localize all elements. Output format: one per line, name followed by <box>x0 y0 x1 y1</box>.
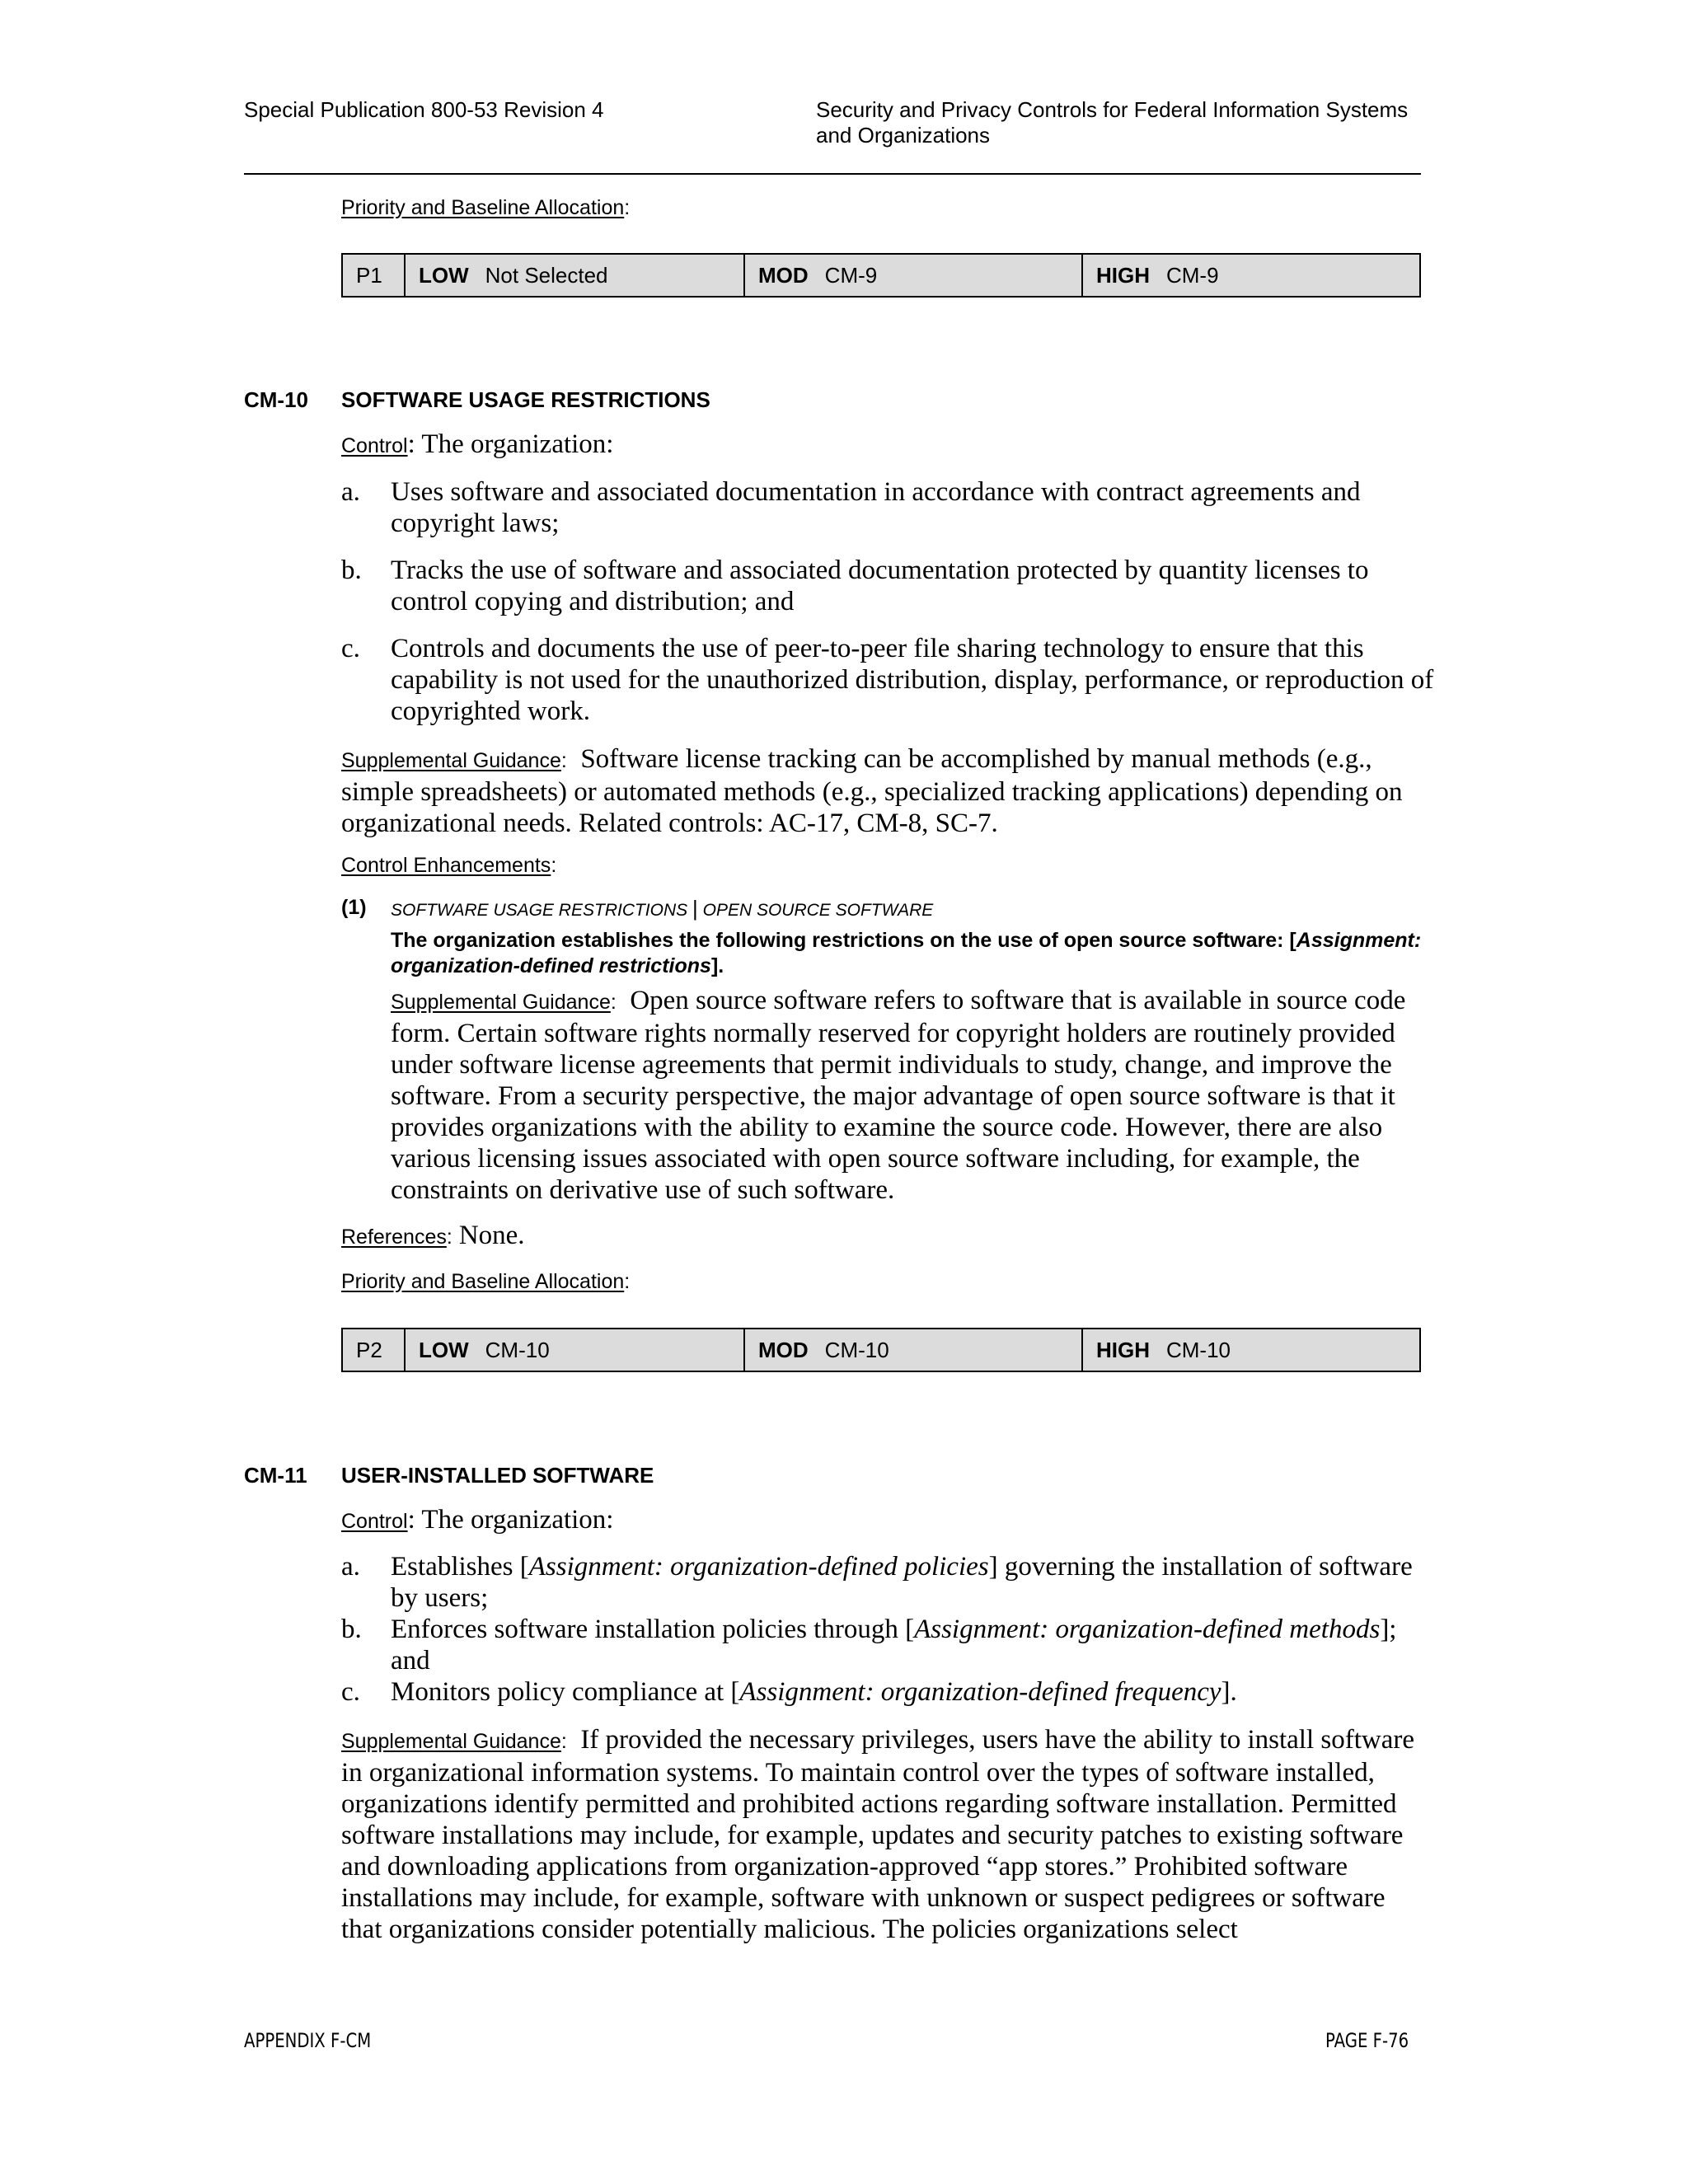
high-cell: HIGH CM-10 <box>1096 1337 1231 1362</box>
header-title-line2: and Organizations <box>816 123 991 148</box>
header-publication: Special Publication 800-53 Revision 4 <box>244 97 604 122</box>
control-enhancements-heading: Control Enhancements: <box>341 854 557 877</box>
low-cell: LOW CM-10 <box>406 1329 745 1371</box>
priority-baseline-label: Priority and Baseline Allocation <box>341 196 625 219</box>
control-item: c. Monitors policy compliance at [Assignment: organization-defined frequency]. <box>341 1677 1237 1707</box>
supplemental-guidance: Supplemental Guidance: Software license tracking can be accomplished by manual methods (e.g., simple spreadsheets) or automated methods (e.g., specialized tracking applications) depending on organizational needs. Related controls: AC-17, CM-8, SC-7. <box>341 744 1403 838</box>
header-title <box>816 97 1442 148</box>
header-divider <box>244 173 1421 175</box>
enhancement-title: SOFTWARE USAGE RESTRICTIONS | OPEN SOURCE SOFTWARE <box>391 896 934 921</box>
control-id: CM-11 <box>244 1463 307 1488</box>
mod-cell: MOD CM-10 <box>745 1329 1083 1371</box>
references: References: None. <box>341 1221 525 1250</box>
control-title: SOFTWARE USAGE RESTRICTIONS <box>341 387 710 412</box>
enhancement-number: (1) <box>341 896 367 919</box>
priority-baseline-heading: Priority and Baseline Allocation: <box>341 196 631 219</box>
enhancement-guidance: Supplemental Guidance: Open source software refers to software that is available in source code form. Certain software rights normally reserved for copyright holders are routinely provided under software license agreements that permit individuals to study, change, and improve the software. From a security perspective, the major advantage of open source software is that it provides organizations with the ability to examine the source code. However, there are also various licensing issues associated with open source software including, for example, the constraints on derivative use of such software. <box>391 986 1406 1205</box>
priority-cell: P2 <box>343 1329 406 1371</box>
mod-cell: MOD CM-9 <box>745 255 1083 296</box>
control-statement-intro: Control: The organization: <box>341 1505 614 1535</box>
control-title: USER-INSTALLED SOFTWARE <box>341 1463 654 1488</box>
control-item: b. Tracks the use of software and associated documentation protected by quantity licenses to control copying and distribution; and <box>341 555 1369 616</box>
enhancement-statement: The organization establishes the following restrictions on the use of open source software: [Assignment: organization-defined restrictions]. <box>391 929 1422 977</box>
footer-appendix: APPENDIX F-CM <box>244 2029 372 2052</box>
control-item: b. Enforces software installation policies through [Assignment: organization-defined methods]; and <box>341 1615 1397 1675</box>
control-item: a. Uses software and associated documentation in accordance with contract agreements and copyright laws; <box>341 477 1361 538</box>
control-statement-intro: Control: The organization: <box>341 429 614 459</box>
footer-page-number: PAGE F-76 <box>1325 2029 1409 2052</box>
priority-baseline-heading: Priority and Baseline Allocation: <box>341 1270 631 1293</box>
supplemental-guidance: Supplemental Guidance: If provided the necessary privileges, users have the ability to install software in organizational information systems. To maintain control over the types of software installed, organizations identify permitted and prohibited actions regarding software installation. Permitted software installations may include, for example, updates and security patches to existing software and downloading applications from organization-approved “app stores.” Prohibited software installations may include, for example, software with unknown or suspect pedigrees or software that organizations consider potentially malicious. The policies organizations select <box>341 1725 1415 1944</box>
priority-cell: P1 <box>343 255 406 296</box>
header-title-line1: Security and Privacy Controls for Federal Information Systems <box>816 97 1409 122</box>
low-cell: LOW Not Selected <box>406 255 745 296</box>
control-item: a. Establishes [Assignment: organization-defined policies] governing the installation of software by users; <box>341 1552 1413 1613</box>
baseline-table <box>341 1328 1421 1372</box>
baseline-table <box>341 253 1421 298</box>
control-id: CM-10 <box>244 387 309 412</box>
high-cell: HIGH CM-9 <box>1096 262 1219 288</box>
control-item: c. Controls and documents the use of peer-to-peer file sharing technology to ensure that this capability is not used for the unauthorized distribution, display, performance, or reproduction of copyrighted work. <box>341 634 1434 726</box>
